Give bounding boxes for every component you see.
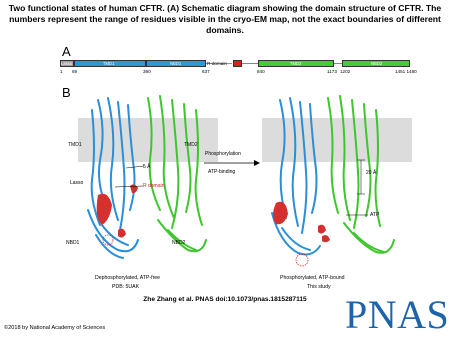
right-state: Phosphorylated, ATP-bound [280, 275, 345, 281]
linker-right [242, 60, 258, 68]
panel-b-letter: B [62, 85, 71, 100]
structure-right [262, 88, 412, 273]
domain-tmd1-label: TMD1 [103, 61, 115, 66]
domain-nbd1-label: NBD1 [170, 61, 182, 66]
residue-840: 840 [257, 69, 265, 74]
label-tmd2: TMD2 [184, 142, 198, 148]
domain-tmd2-label: TMD2 [290, 61, 302, 66]
linker-mid [334, 60, 342, 68]
label-lasso: Lasso [70, 180, 84, 186]
panel-a-letter: A [62, 44, 71, 59]
residue-637: 637 [202, 69, 210, 74]
label-nbd1: NBD1 [66, 240, 80, 246]
copyright: ©2018 by National Academy of Sciences [4, 325, 106, 331]
domain-red [233, 60, 242, 67]
pointer-20a [355, 158, 369, 198]
structure-left [78, 90, 218, 270]
left-state: Dephosphorylated, ATP-free [95, 275, 161, 281]
residue-1173: 1173 [327, 69, 337, 74]
pointer-5a [126, 163, 146, 173]
arrow-right-icon [204, 159, 260, 167]
left-pdb: PDB: 5UAK [112, 284, 140, 290]
domain-nbd2-label: NBD2 [371, 61, 383, 66]
label-20a: 20 Å [366, 170, 377, 176]
residue-390: 390 [143, 69, 151, 74]
label-atp: ATP [370, 212, 380, 218]
r-domain-label: R-domain [207, 61, 227, 66]
label-r-domain: R domain [143, 183, 165, 189]
citation: Zhe Zhang et al. PNAS doi:10.1073/pnas.1815287115 [143, 296, 307, 303]
label-5a: 5 Å [143, 164, 151, 170]
right-source: This study [307, 284, 331, 290]
residue-1202: 1202 [340, 69, 351, 74]
figure-title: Two functional states of human CFTR. (A) Schematic diagram showing the domain structure of CFTR. The numbers represent the range of residues visible in the cryo-EM map, not the exact boundaries of different domains. [8, 3, 442, 35]
pnas-logo: PNAS [345, 292, 450, 337]
arrow-bottom-label: ATP-binding [208, 169, 236, 175]
label-tmd1: TMD1 [68, 142, 82, 148]
arrow-top-label: Phosphorylation [205, 151, 241, 157]
pointer-r-domain [115, 183, 145, 193]
label-nbd2: NBD2 [172, 240, 186, 246]
domain-lasso-label: Lasso [61, 61, 73, 66]
residue-69: 69 [72, 69, 78, 74]
residue-1451-1480: 1451 1480 [395, 69, 417, 74]
residue-1: 1 [60, 69, 63, 74]
pointer-atp [346, 211, 370, 219]
